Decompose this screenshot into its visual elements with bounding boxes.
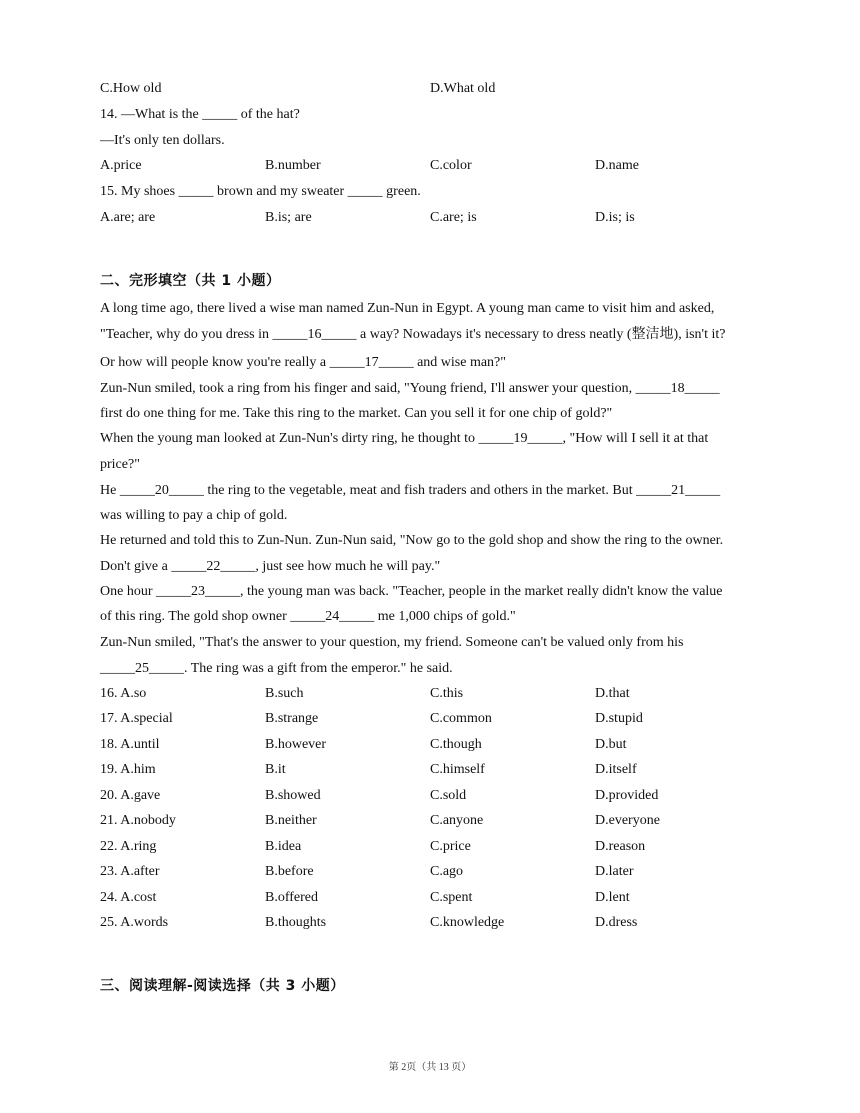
- option-c: C.color: [430, 158, 472, 173]
- option-a: 16. A.so: [100, 686, 147, 701]
- option-b: B.it: [265, 762, 286, 777]
- option-b: B.before: [265, 864, 314, 879]
- passage-line: of this ring. The gold shop owner _____24_____ me 1,000 chips of gold.": [100, 609, 516, 624]
- option-a: 21. A.nobody: [100, 813, 176, 828]
- options-row-23: [100, 863, 800, 881]
- option-d: D.itself: [595, 762, 637, 777]
- option-d: D.reason: [595, 839, 646, 854]
- section-3-heading: 三、阅读理解-阅读选择（共 3 小题）: [100, 978, 345, 994]
- options-row-18: [100, 736, 800, 754]
- question-15-stem: 15. My shoes _____ brown and my sweater _____ green.: [100, 184, 421, 199]
- option-c: C.anyone: [430, 813, 484, 828]
- option-b: B.is; are: [265, 210, 312, 225]
- options-row-22: [100, 838, 800, 856]
- option-b: B.showed: [265, 788, 321, 803]
- option-c: C.this: [430, 686, 464, 701]
- section-2-heading: 二、完形填空（共 1 小题）: [100, 273, 281, 289]
- option-b: B.such: [265, 686, 304, 701]
- option-c: C.ago: [430, 864, 464, 879]
- passage-line: When the young man looked at Zun-Nun's dirty ring, he thought to _____19_____, "How will I sell it at that: [100, 431, 709, 446]
- option-c: C.spent: [430, 890, 473, 905]
- option-b: B.neither: [265, 813, 317, 828]
- option-d: D.provided: [595, 788, 659, 803]
- option-d: D.but: [595, 737, 627, 752]
- option: D.What old: [430, 81, 496, 96]
- option-a: A.price: [100, 158, 142, 173]
- option-d: D.later: [595, 864, 634, 879]
- passage-line: was willing to pay a chip of gold.: [100, 508, 288, 523]
- option-b: B.strange: [265, 711, 319, 726]
- options-row-16: [100, 685, 800, 703]
- option-c: C.though: [430, 737, 482, 752]
- question-14-answer: —It's only ten dollars.: [100, 133, 225, 148]
- passage-line: One hour _____23_____, the young man was back. "Teacher, people in the market really didn't know the value: [100, 584, 723, 599]
- option-a: 23. A.after: [100, 864, 160, 879]
- option: C.How old: [100, 81, 162, 96]
- options-row-24: [100, 889, 800, 907]
- q15-options-row: [100, 209, 800, 227]
- passage-line: He _____20_____ the ring to the vegetable, meat and fish traders and others in the market. But _____21_____: [100, 483, 721, 498]
- option-c: C.are; is: [430, 210, 477, 225]
- q13-options-row: [100, 80, 800, 98]
- option-b: B.offered: [265, 890, 318, 905]
- q14-options-row: [100, 157, 800, 175]
- option-c: C.knowledge: [430, 915, 505, 930]
- option-d: D.that: [595, 686, 630, 701]
- option-c: C.himself: [430, 762, 485, 777]
- option-c: C.price: [430, 839, 471, 854]
- passage-line: He returned and told this to Zun-Nun. Zun-Nun said, "Now go to the gold shop and show the ring to the owner.: [100, 533, 724, 548]
- passage-line: Don't give a _____22_____, just see how much he will pay.": [100, 559, 441, 574]
- passage-line: first do one thing for me. Take this ring to the market. Can you sell it for one chip of gold?": [100, 406, 613, 421]
- option-d: D.stupid: [595, 711, 643, 726]
- option-b: B.idea: [265, 839, 302, 854]
- option-a: 19. A.him: [100, 762, 156, 777]
- passage-line: _____25_____. The ring was a gift from the emperor." he said.: [100, 661, 453, 676]
- passage-line: Zun-Nun smiled, "That's the answer to your question, my friend. Someone can't be valued only from his: [100, 635, 684, 650]
- options-row-25: [100, 914, 800, 932]
- option-b: B.however: [265, 737, 327, 752]
- option-a: 20. A.gave: [100, 788, 161, 803]
- options-row-17: [100, 710, 800, 728]
- passage-line: Zun-Nun smiled, took a ring from his finger and said, "Young friend, I'll answer your question, _____18_____: [100, 381, 720, 396]
- passage-line: A long time ago, there lived a wise man named Zun-Nun in Egypt. A young man came to visit him and asked,: [100, 301, 715, 316]
- option-a: 22. A.ring: [100, 839, 157, 854]
- option-a: 24. A.cost: [100, 890, 157, 905]
- options-row-20: [100, 787, 800, 805]
- passage-line: "Teacher, why do you dress in _____16_____ a way? Nowadays it's necessary to dress neatly (整洁地), isn't it?: [100, 327, 726, 342]
- passage-line: Or how will people know you're really a _____17_____ and wise man?": [100, 355, 506, 370]
- option-d: D.dress: [595, 915, 638, 930]
- option-a: 25. A.words: [100, 915, 169, 930]
- option-d: D.everyone: [595, 813, 660, 828]
- question-14-stem: 14. —What is the _____ of the hat?: [100, 107, 300, 122]
- passage-line: price?": [100, 457, 140, 472]
- option-c: C.sold: [430, 788, 467, 803]
- options-row-21: [100, 812, 800, 830]
- option-d: D.lent: [595, 890, 630, 905]
- option-a: 17. A.special: [100, 711, 173, 726]
- option-d: D.name: [595, 158, 639, 173]
- page-footer: 第 2页（共 13 页）: [388, 1062, 472, 1073]
- option-b: B.number: [265, 158, 321, 173]
- options-row-19: [100, 761, 800, 779]
- option-b: B.thoughts: [265, 915, 327, 930]
- option-a: A.are; are: [100, 210, 156, 225]
- option-c: C.common: [430, 711, 492, 726]
- option-a: 18. A.until: [100, 737, 160, 752]
- option-d: D.is; is: [595, 210, 635, 225]
